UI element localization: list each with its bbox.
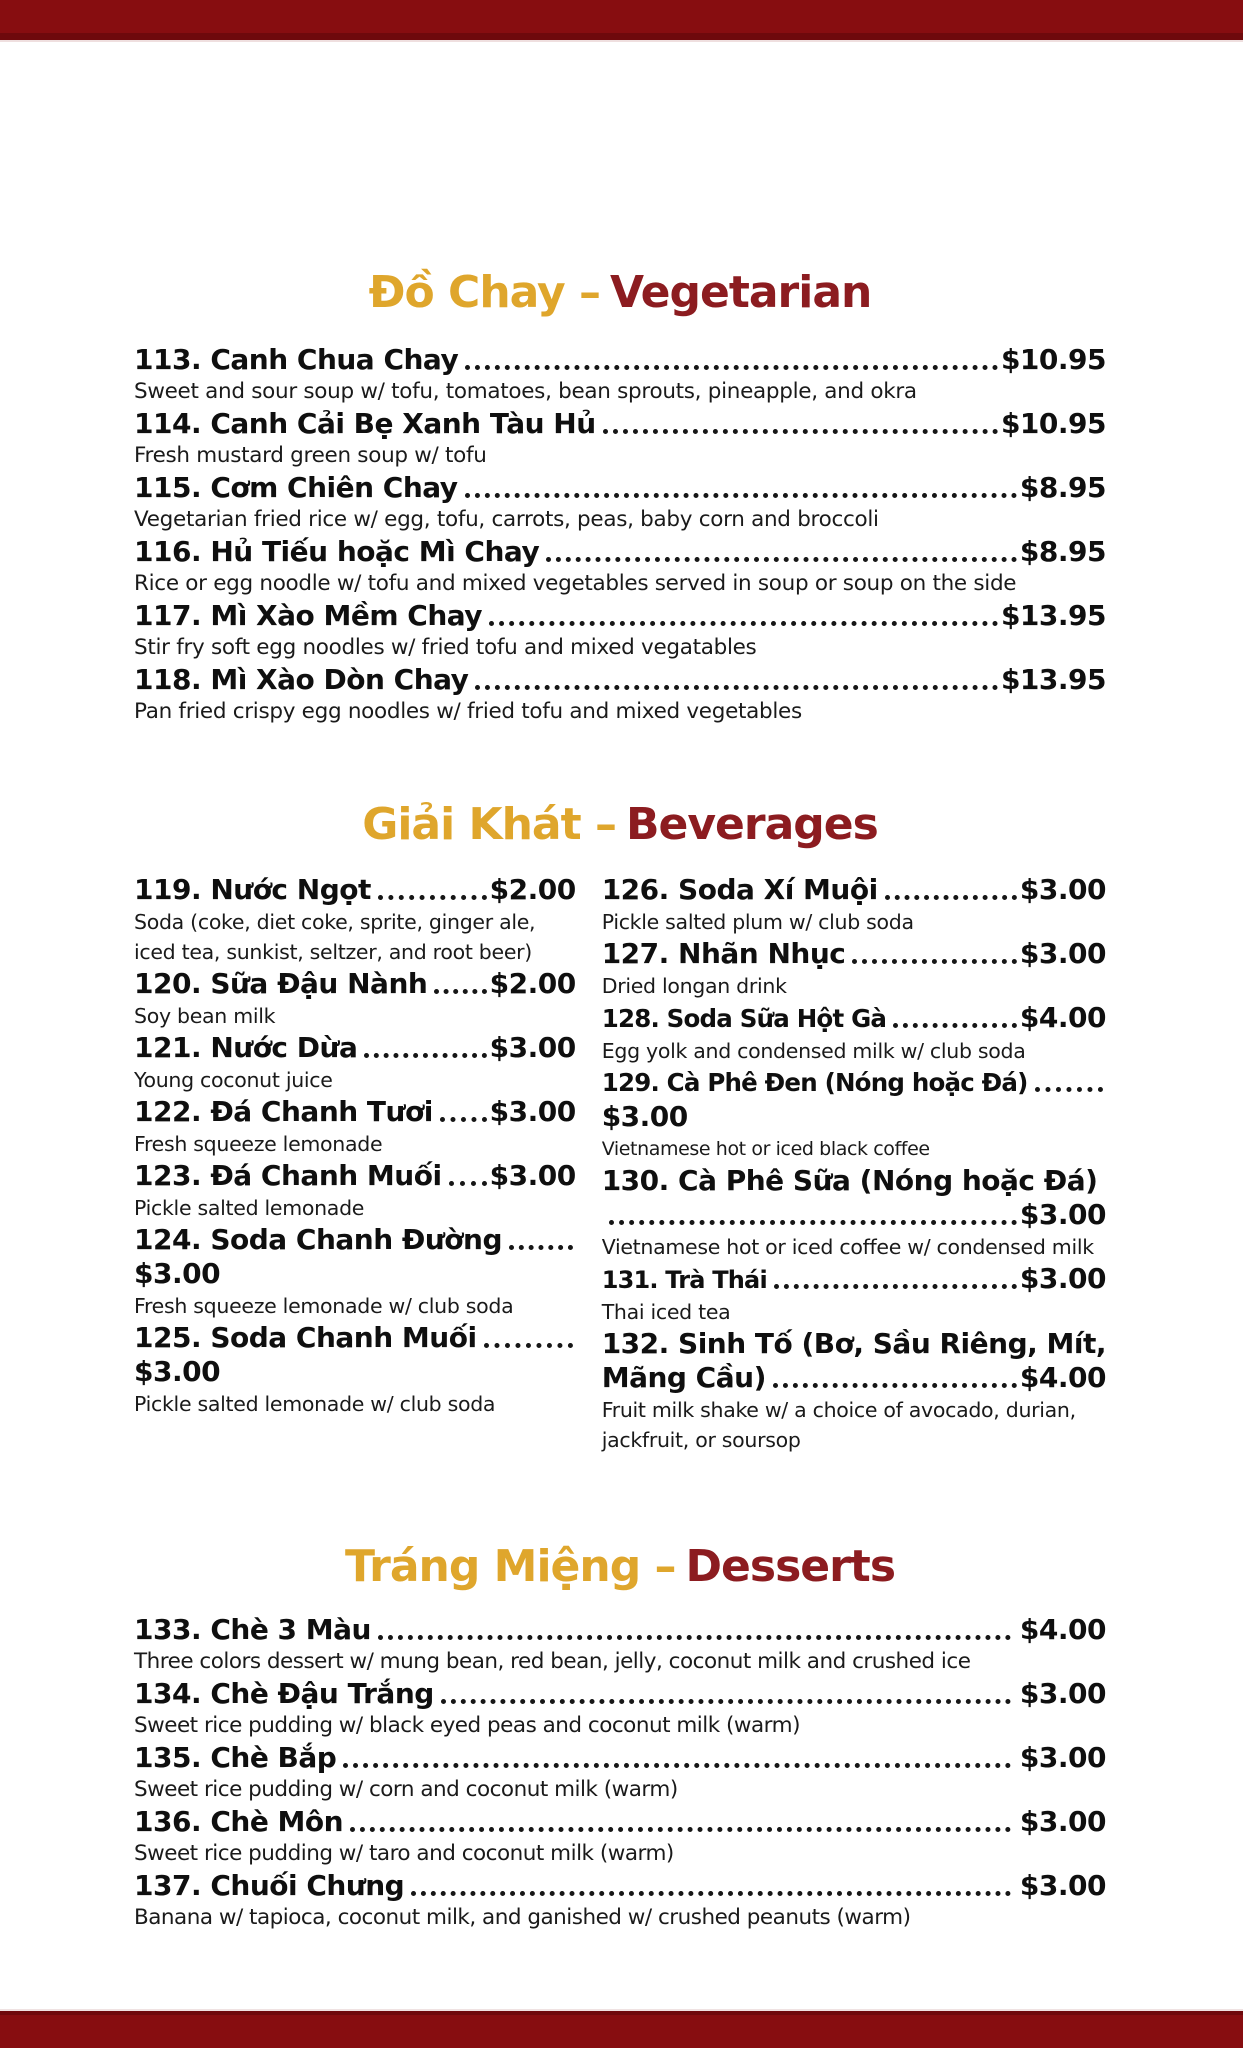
menu-item-description: Vegetarian fried rice w/ egg, tofu, carrots, peas, baby corn and broccoli [134,507,879,532]
menu-item-price: $10.95 [1000,407,1106,440]
section-title [134,797,1106,853]
menu-item-price: $2.00 [489,873,576,906]
menu-item-name: 115. Cơm Chiên Chay [134,471,458,504]
top-decorative-bar [0,0,1243,42]
menu-item-name: 116. Hủ Tiếu hoặc Mì Chay [134,535,540,568]
menu-item-price: $4.00 [1019,1001,1106,1034]
menu-item-name: 119. Nước Ngọt [134,873,371,906]
menu-item-price: $3.00 [1019,1198,1106,1231]
section-title-english: Desserts [685,1541,896,1592]
vegetarian-item-list [134,343,1106,727]
beverages-left-column [134,873,576,1419]
menu-item-description: Pickle salted plum w/ club soda [601,910,914,934]
menu-item [602,1327,1106,1455]
dotted-leader [603,429,998,434]
menu-item-price: $10.95 [1000,343,1106,376]
menu-item-row [134,873,576,907]
menu-item-price: $3.00 [489,1159,576,1192]
menu-item [602,1066,1106,1164]
section-title-vietnamese: Giải Khát – [362,799,616,850]
dotted-leader [885,895,1017,900]
menu-item-description: Fruit milk shake w/ a choice of avocado, durian, jackfruit, or soursop [601,1398,1076,1452]
menu-item-price: $3.00 [1019,1741,1106,1774]
menu-item-name: 124. Soda Chanh Đường [134,1223,503,1256]
menu-item-name: 131. Trà Thái [601,1266,767,1294]
section-vegetarian [134,265,1106,727]
menu-item-price: $8.95 [1019,471,1106,504]
menu-item-name: 125. Soda Chanh Muối [134,1321,477,1354]
menu-item-name: 128. Soda Sữa Hột Gà [601,1004,887,1033]
menu-item-description: Soda (coke, diet coke, sprite, ginger ale, iced tea, sunkist, seltzer, and root beer) [134,910,536,964]
menu-item [602,873,1106,937]
menu-item-price: $3.00 [1019,1262,1106,1295]
menu-item [134,535,1106,599]
menu-item-price: $3.00 [1019,1869,1106,1902]
menu-item-row [134,535,1106,569]
menu-item-name-line2: Mãng Cầu) [601,1361,766,1394]
menu-item-row [134,1031,576,1065]
bottom-decorative-bar [0,2009,1243,2048]
menu-item-price: $3.00 [489,1031,576,1064]
menu-item-name: 127. Nhãn Nhục [601,937,846,970]
menu-item-price: $3.00 [134,1355,221,1388]
menu-item [134,343,1106,407]
dotted-leader [343,1763,1011,1768]
menu-item-row [602,1327,1106,1395]
menu-item [134,1613,1106,1677]
section-title-vietnamese: Đồ Chay – [368,267,600,318]
dotted-leader [489,621,998,626]
dotted-leader [893,1023,1017,1028]
menu-item-row [134,343,1106,377]
dotted-leader [449,1181,487,1186]
menu-item-row [134,1741,1106,1775]
menu-item-description: Rice or egg noodle w/ tofu and mixed vegetables served in soup or soup on the side [134,571,1017,596]
menu-item-price: $3.00 [1019,873,1106,906]
menu-item-price: $13.95 [1000,663,1106,696]
menu-item [134,1677,1106,1741]
dotted-leader [465,493,1017,498]
menu-item-price: $3.00 [1019,1677,1106,1710]
menu-item-description: Fresh squeeze lemonade w/ club soda [134,1294,514,1318]
menu-item [134,599,1106,663]
dotted-leader [774,1284,1017,1289]
menu-item [134,407,1106,471]
menu-item-name: 117. Mì Xào Mềm Chay [134,599,483,632]
menu-item-price: $3.00 [1019,1805,1106,1838]
menu-item-row [602,873,1106,907]
menu-item-price: $3.00 [489,1095,576,1128]
dotted-leader [609,1220,1017,1225]
section-title [134,1539,1106,1595]
dotted-leader [441,1699,1011,1704]
menu-item-name: 134. Chè Đậu Trắng [134,1677,434,1710]
menu-item [602,1164,1106,1262]
menu-item-name: 120. Sữa Đậu Nành [134,967,428,1000]
dotted-leader [350,1827,1011,1832]
dotted-leader [852,959,1017,964]
menu-item-description: Sweet rice pudding w/ corn and coconut milk (warm) [134,1777,678,1802]
menu-item-description: Sweet rice pudding w/ taro and coconut milk (warm) [134,1841,674,1866]
menu-item-description: Soy bean milk [134,1004,276,1028]
menu-item-price: $3.00 [601,1100,688,1133]
menu-item-description: Sweet rice pudding w/ black eyed peas and coconut milk (warm) [134,1713,800,1738]
menu-item-name: 126. Soda Xí Muội [601,873,878,906]
dotted-leader [411,1891,1011,1896]
menu-item-name: 133. Chè 3 Màu [134,1613,371,1646]
menu-item-price: $3.00 [134,1257,221,1290]
menu-item-price: $4.00 [1019,1613,1106,1646]
menu-item-name: 118. Mì Xào Dòn Chay [134,663,469,696]
dotted-leader [509,1245,573,1250]
menu-item-name: 121. Nước Dừa [134,1031,358,1064]
menu-item-description: Thai iced tea [601,1300,731,1324]
section-title-english: Vegetarian [610,267,872,318]
desserts-item-list [134,1613,1106,1933]
dotted-leader [465,365,998,370]
menu-item-name: 113. Canh Chua Chay [134,343,459,376]
menu-item-name: 129. Cà Phê Đen (Nóng hoặc Đá) [601,1068,1028,1097]
menu-item-row [134,1677,1106,1711]
beverages-right-column [602,873,1106,1455]
menu-item-description: Young coconut juice [134,1068,333,1092]
menu-item-name: 122. Đá Chanh Tươi [134,1095,433,1128]
menu-item-description: Pan fried crispy egg noodles w/ fried tofu and mixed vegetables [134,699,802,724]
menu-item-row [134,1805,1106,1839]
menu-item-price: $2.00 [489,967,576,1000]
menu-item-name: 123. Đá Chanh Muối [134,1159,442,1192]
menu-item-row [134,1869,1106,1903]
menu-item-description: Vietnamese hot or iced coffee w/ condensed milk [601,1235,1094,1259]
menu-item-row [134,1321,576,1389]
menu-item-name: 114. Canh Cải Bẹ Xanh Tàu Hủ [134,407,596,440]
menu-item-row [602,1164,1106,1232]
section-title-english: Beverages [625,799,878,850]
menu-item-row [134,1223,576,1291]
menu-item [134,1159,576,1223]
menu-item-description: Fresh mustard green soup w/ tofu [134,443,487,468]
menu-item [602,937,1106,1001]
menu-item [134,967,576,1031]
menu-item-row [134,967,576,1001]
menu-item-name: 135. Chè Bắp [134,1741,337,1774]
menu-item [134,1223,576,1321]
dotted-leader [773,1383,1017,1388]
menu-item-row [602,1262,1106,1297]
menu-item-row [134,407,1106,441]
menu-item-price: $3.00 [1019,937,1106,970]
menu-item-description: Egg yolk and condensed milk w/ club soda [601,1039,1026,1063]
menu-item-name: 137. Chuối Chưng [134,1869,405,1902]
dotted-leader [1035,1087,1103,1092]
menu-item-description: Stir fry soft egg noodles w/ fried tofu and mixed vegatables [134,635,757,660]
menu-item [134,1869,1106,1933]
menu-item-row [602,1001,1106,1036]
section-beverages [134,797,1106,1455]
menu-item [134,873,576,967]
menu-item [134,1805,1106,1869]
dotted-leader [364,1053,486,1058]
dotted-leader [475,685,998,690]
menu-item-price: $8.95 [1019,535,1106,568]
menu-item-description: Pickle salted lemonade w/ club soda [134,1392,496,1416]
menu-item [134,471,1106,535]
menu-item-name: 136. Chè Môn [134,1805,344,1838]
menu-item-row [134,1613,1106,1647]
menu-item-row [134,663,1106,697]
menu-item-description: Sweet and sour soup w/ tofu, tomatoes, bean sprouts, pineapple, and okra [134,379,917,404]
menu-item-row [134,599,1106,633]
menu-item-price: $13.95 [1000,599,1106,632]
menu-item-row [602,1066,1106,1134]
menu-item-description: Dried longan drink [601,974,787,998]
dotted-leader [546,557,1017,562]
dotted-leader [378,1635,1011,1640]
menu-item [602,1001,1106,1066]
section-title [134,265,1106,321]
menu-item-price: $4.00 [1019,1361,1106,1394]
dotted-leader [378,895,487,900]
menu-item [134,1321,576,1419]
menu-item [134,1741,1106,1805]
menu-item-description: Three colors dessert w/ mung bean, red bean, jelly, coconut milk and crushed ice [134,1649,971,1674]
menu-item-description: Vietnamese hot or iced black coffee [601,1138,930,1160]
menu-item-name: 130. Cà Phê Sữa (Nóng hoặc Đá) [601,1164,1098,1197]
menu-item [134,1031,576,1095]
menu-content [134,40,1106,1933]
menu-item [134,1095,576,1159]
menu-item-row [134,1159,576,1193]
menu-item [602,1262,1106,1327]
menu-item-description: Fresh squeeze lemonade [134,1132,383,1156]
dotted-leader [484,1343,573,1348]
menu-item-description: Banana w/ tapioca, coconut milk, and ganished w/ crushed peanuts (warm) [134,1905,911,1930]
dotted-leader [434,989,486,994]
menu-item-row [602,937,1106,971]
menu-item [134,663,1106,727]
section-desserts [134,1539,1106,1933]
menu-item-row [134,1095,576,1129]
menu-item-name: 132. Sinh Tố (Bơ, Sầu Riêng, Mít, [601,1327,1106,1360]
dotted-leader [440,1117,487,1122]
beverages-columns [134,873,1106,1455]
section-title-vietnamese: Tráng Miệng – [344,1541,676,1592]
menu-item-description: Pickle salted lemonade [134,1196,365,1220]
menu-item-row [134,471,1106,505]
